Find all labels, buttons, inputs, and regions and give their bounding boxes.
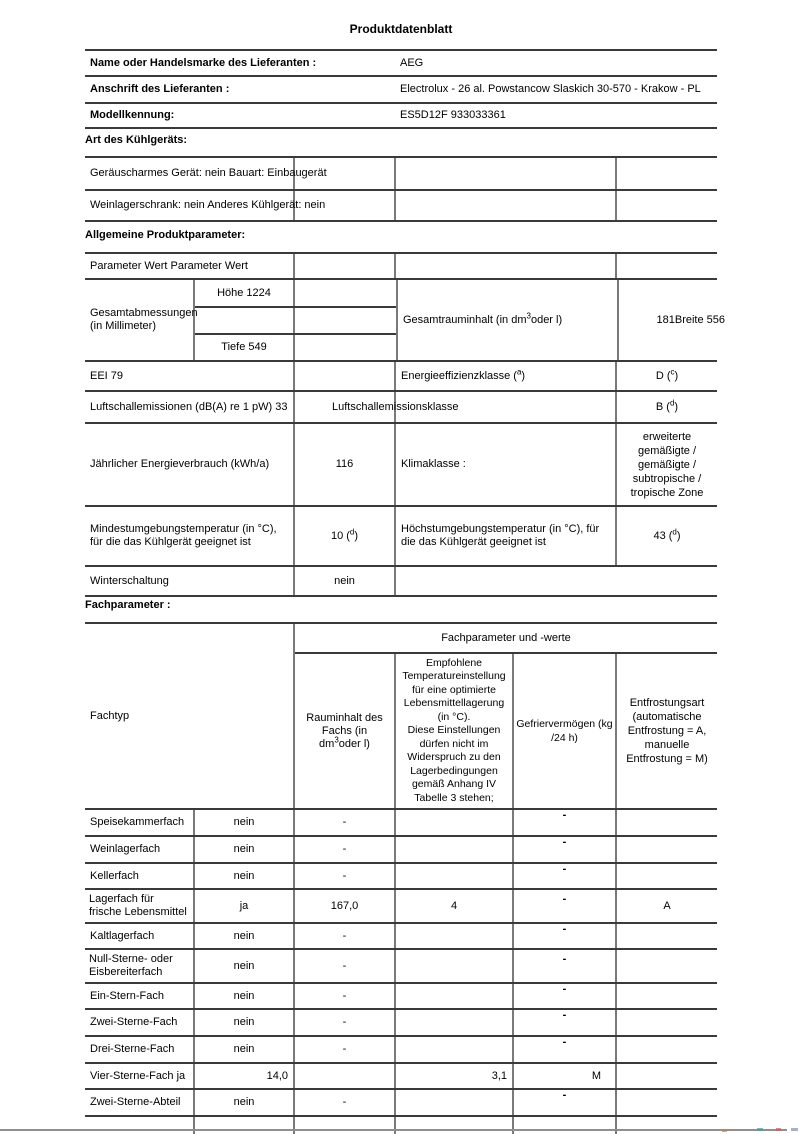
compartment-table bbox=[85, 622, 717, 1134]
compartment-flag: nein bbox=[233, 816, 255, 828]
compartment-freeze: - bbox=[562, 892, 567, 905]
winter-setting-value: nein bbox=[334, 574, 355, 587]
compartment-name: Kaltlagerfach bbox=[90, 929, 155, 942]
noise-class-label: Luftschallemissionsklasse bbox=[332, 400, 459, 413]
supplier-name-value: AEG bbox=[400, 56, 424, 69]
general-parameters-table bbox=[85, 252, 725, 597]
dimension-height: Höhe 1224 bbox=[217, 286, 271, 299]
energy-class-label bbox=[401, 366, 610, 383]
col-header-volume bbox=[300, 712, 389, 751]
superscript: d bbox=[672, 526, 677, 536]
compartment-flag: nein bbox=[233, 843, 255, 855]
compartment-name: Weinlagerfach bbox=[90, 843, 161, 855]
wine-storage-text: Weinlagerschrank: nein Anderes Kühlgerät: nein bbox=[90, 199, 326, 211]
col-header-fachtyp: Fachtyp bbox=[90, 709, 130, 722]
climate-class-value: erweiterte gemäßigte / gemäßigte / subtropische / tropische Zone bbox=[630, 430, 704, 499]
compartment-flag: nein bbox=[233, 989, 255, 1002]
superscript: a bbox=[516, 366, 522, 376]
table-row-empty bbox=[85, 1115, 717, 1134]
compartment-freeze: - bbox=[562, 952, 567, 965]
compartment-parameters-heading: Fachparameter : bbox=[85, 599, 171, 611]
compartment-name: Speisekammerfach bbox=[90, 816, 185, 828]
table-row bbox=[85, 922, 717, 948]
appliance-type-heading: Art des Kühlgeräts: bbox=[85, 134, 188, 146]
artifact-speck bbox=[722, 1129, 727, 1132]
max-temp-label: Höchstumgebungstemperatur (in °C), für die das Kühlgerät geeignet ist bbox=[401, 523, 600, 548]
compartment-flag: nein bbox=[233, 1096, 255, 1108]
compartment-volume: - bbox=[342, 843, 347, 855]
noise-class-value bbox=[622, 397, 712, 414]
col-header-temperature: Empfohlene Temperatureinstellung für eine optimierte Lebensmittellagerung (in °C). Diese Einstellungen dürfen nicht im Widerspruch zu den Lagerbedingungen gemäß Anhang IV Tabelle 3 stehen; bbox=[402, 656, 506, 804]
superscript: d bbox=[349, 526, 355, 536]
compartment-name: Null-Sterne- oder Eisbereiterfach bbox=[89, 953, 173, 978]
compartment-name: Zwei-Sterne-Abteil bbox=[90, 1096, 181, 1108]
table-row bbox=[85, 1062, 717, 1088]
superscript: d bbox=[669, 397, 675, 407]
min-temp-value bbox=[300, 526, 389, 543]
text-part: D ( bbox=[655, 369, 671, 382]
quiet-appliance-text: Geräuscharmes Gerät: nein Bauart: Einbaugerät bbox=[90, 167, 327, 179]
supplier-name-label: Name oder Handelsmarke des Lieferanten : bbox=[90, 56, 317, 69]
supplier-address-value: Electrolux - 26 al. Powstancow Slaskich 30-570 - Krakow - PL bbox=[400, 83, 701, 95]
compartment-volume: - bbox=[342, 1016, 347, 1028]
text-part: oder l) bbox=[338, 737, 370, 750]
col-header-defrost-type: Entfrostungsart (automatische Entfrostung = A, manuelle Entfrostung = M) bbox=[626, 697, 708, 765]
compartment-flag: nein bbox=[233, 929, 255, 942]
compartment-freeze: - bbox=[562, 1036, 567, 1048]
text-part: ) bbox=[521, 369, 526, 382]
compartment-flag: nein bbox=[233, 1043, 255, 1055]
dimension-depth: Tiefe 549 bbox=[221, 340, 267, 353]
table-row bbox=[85, 862, 717, 888]
compartment-name: Ein-Stern-Fach bbox=[90, 989, 164, 1002]
compartment-freeze: - bbox=[562, 1089, 567, 1101]
table-row bbox=[85, 1035, 717, 1062]
superscript: c bbox=[670, 366, 675, 376]
text-part: ) bbox=[354, 529, 359, 542]
text-part: Rauminhalt des Fachs (in dm bbox=[306, 711, 383, 750]
compartment-volume: - bbox=[342, 959, 347, 972]
artifact-speck bbox=[791, 1128, 798, 1131]
text-part: 10 ( bbox=[330, 529, 350, 542]
compartment-flag: 14,0 bbox=[266, 1069, 288, 1082]
supplier-table bbox=[85, 49, 717, 129]
compartment-name: Vier-Sterne-Fach ja bbox=[90, 1069, 186, 1082]
annual-energy-label: Jährlicher Energieverbrauch (kWh/a) bbox=[90, 458, 270, 470]
compartment-name: Lagerfach für frische Lebensmittel bbox=[89, 893, 187, 918]
eei-value: EEI 79 bbox=[90, 369, 124, 382]
compartment-volume: - bbox=[342, 1043, 347, 1055]
compartment-freeze: - bbox=[562, 1009, 567, 1021]
superscript: 3 bbox=[526, 310, 531, 320]
supplier-address-label: Anschrift des Lieferanten : bbox=[90, 83, 230, 95]
table-row bbox=[85, 888, 717, 922]
table-row bbox=[85, 835, 717, 862]
compartment-temp: 4 bbox=[450, 899, 458, 912]
model-id-label: Modellkennung: bbox=[90, 109, 175, 121]
compartment-flag: ja bbox=[239, 899, 249, 912]
compartment-volume: 167,0 bbox=[330, 899, 359, 912]
text-part: 43 ( bbox=[653, 529, 673, 542]
compartment-volume: - bbox=[342, 869, 347, 882]
artifact-speck bbox=[776, 1128, 781, 1131]
appliance-type-table bbox=[85, 156, 717, 222]
compartment-name: Drei-Sterne-Fach bbox=[90, 1043, 175, 1055]
superscript: 3 bbox=[334, 734, 339, 744]
dimensions-label: Gesamtabmessungen (in Millimeter) bbox=[90, 307, 198, 332]
model-id-value: ES5D12F 933033361 bbox=[400, 109, 506, 121]
text-part: ) bbox=[674, 369, 679, 382]
compartment-flag: nein bbox=[233, 959, 255, 972]
page-bottom-edge bbox=[0, 1129, 787, 1131]
compartment-defrost: A bbox=[663, 899, 671, 912]
text-part: B ( bbox=[655, 400, 670, 413]
compartment-freeze: - bbox=[562, 862, 567, 875]
compartment-name: Zwei-Sterne-Fach bbox=[90, 1016, 178, 1028]
table-row bbox=[85, 948, 717, 982]
compartment-volume: - bbox=[342, 929, 347, 942]
max-temp-value bbox=[622, 526, 712, 543]
compartment-volume: - bbox=[342, 989, 347, 1002]
winter-setting-label: Winterschaltung bbox=[90, 574, 169, 587]
compartment-volume: - bbox=[342, 1096, 347, 1108]
min-temp-label: Mindestumgebungstemperatur (in °C), für die das Kühlgerät geeignet ist bbox=[90, 523, 277, 548]
total-volume-label bbox=[403, 310, 612, 327]
compartment-freeze: - bbox=[562, 922, 567, 935]
energy-class-value bbox=[622, 366, 712, 383]
parameter-wert-header: Parameter Wert Parameter Wert bbox=[90, 259, 248, 272]
general-parameters-heading: Allgemeine Produktparameter: bbox=[85, 229, 246, 241]
compartment-freeze: - bbox=[562, 982, 567, 995]
page-title: Produktdatenblatt bbox=[349, 22, 453, 36]
table-row bbox=[85, 808, 717, 835]
noise-label: Luftschallemissionen (dB(A) re 1 pW) 33 bbox=[90, 400, 288, 413]
compartment-freeze: - bbox=[562, 809, 567, 821]
compartment-volume: - bbox=[342, 816, 347, 828]
compartment-table-title: Fachparameter und -werte bbox=[441, 631, 571, 644]
artifact-speck bbox=[757, 1128, 763, 1131]
compartment-name: Kellerfach bbox=[90, 869, 139, 882]
text-part: ) bbox=[674, 400, 679, 413]
total-volume-value: 181Breite 556 bbox=[656, 313, 725, 326]
text-part: Gesamtrauminhalt (in dm bbox=[403, 313, 527, 326]
compartment-temp: 3,1 bbox=[491, 1069, 507, 1082]
table-row bbox=[85, 982, 717, 1008]
text-part: ) bbox=[676, 529, 681, 542]
compartment-flag: nein bbox=[233, 869, 255, 882]
text-part: oder l) bbox=[530, 313, 563, 326]
compartment-freeze: M bbox=[591, 1069, 601, 1082]
compartment-flag: nein bbox=[233, 1016, 255, 1028]
table-row bbox=[85, 1008, 717, 1035]
table-row bbox=[85, 1088, 717, 1115]
climate-class-label: Klimaklasse : bbox=[401, 458, 466, 470]
annual-energy-value: 116 bbox=[335, 458, 354, 470]
compartment-freeze: - bbox=[562, 836, 567, 848]
col-header-freezing-capacity: Gefriervermögen (kg /24 h) bbox=[516, 718, 613, 744]
text-part: Energieeffizienzklasse ( bbox=[401, 369, 517, 382]
